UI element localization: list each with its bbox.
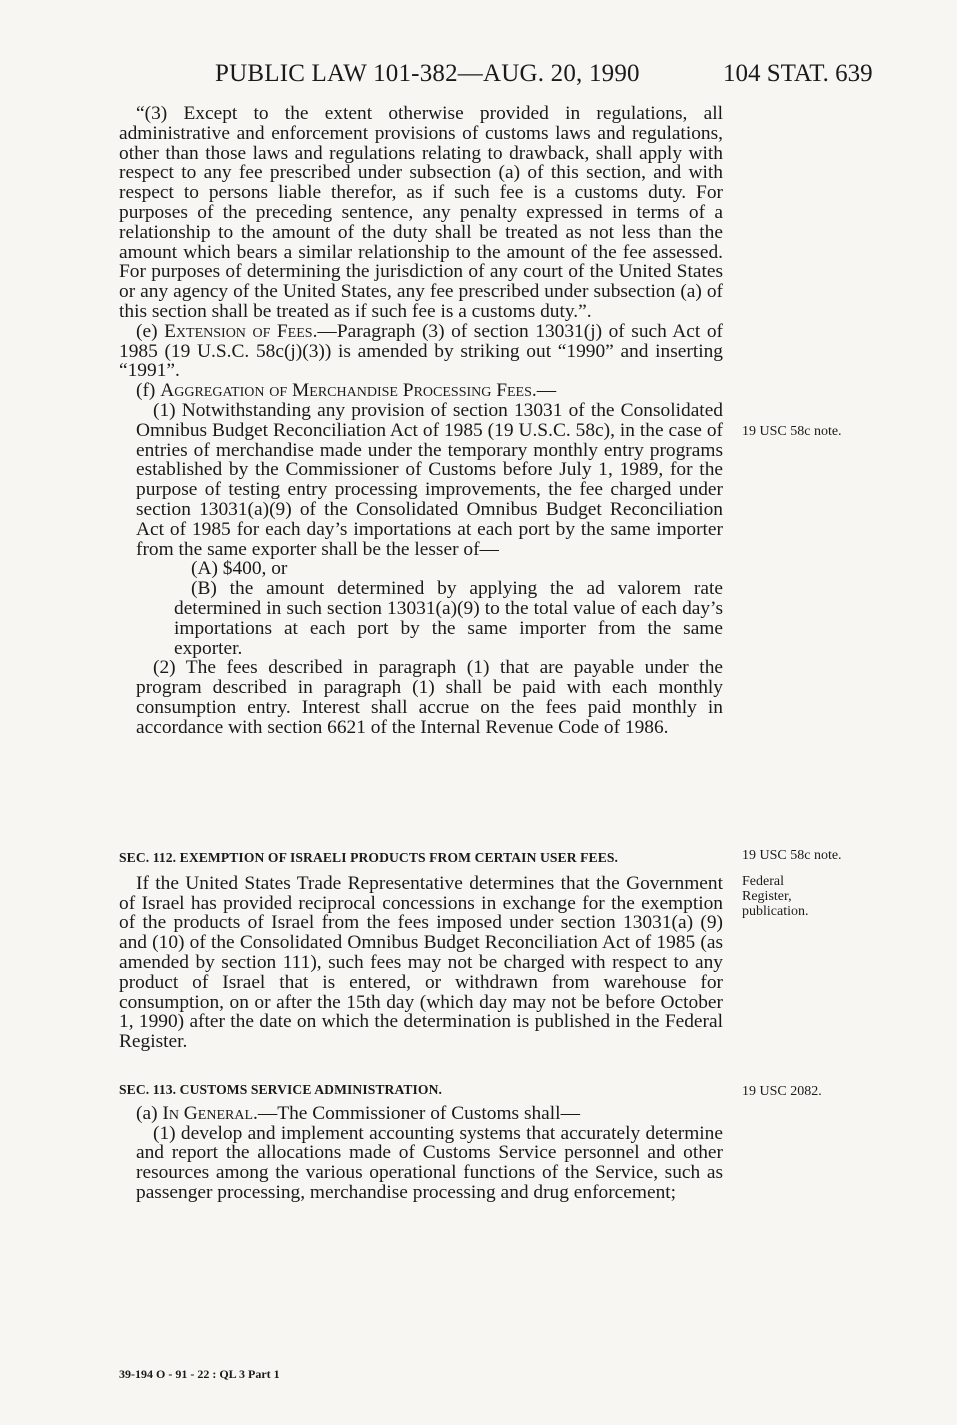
- section-113-a-text: .—The Commissioner of Customs shall—: [253, 1102, 580, 1124]
- section-113-heading: SEC. 113. CUSTOMS SERVICE ADMINISTRATION.: [119, 1082, 443, 1097]
- page-header-stat: 104 STAT. 639: [723, 60, 873, 87]
- section-111-continuation: [119, 104, 723, 738]
- paragraph-f-heading: Aggregation of Merchandise Processing Fees: [160, 380, 532, 402]
- margin-note-usc-58c-2: 19 USC 58c note.: [742, 848, 842, 863]
- section-113-a-1: (1) develop and implement accounting systems that accurately determine and report the allocations made of Customs Service personnel and other resources among the various operational functions of the Service, such as passenger processing, merchandise processing and drug enforcement;: [136, 1122, 723, 1203]
- section-113-a: [119, 1104, 723, 1124]
- page-footer: 39-194 O - 91 - 22 : QL 3 Part 1: [119, 1367, 280, 1381]
- paragraph-f-1-A: (A) $400, or: [191, 558, 288, 580]
- section-113-a-label: (a): [136, 1102, 163, 1124]
- paragraph-f-1: (1) Notwithstanding any provision of section 13031 of the Consolidated Omnibus Budget Reconciliation Act of 1985 (19 U.S.C. 58c), in the case of entries of merchandise made under the temporary monthly entry programs established by the Commissioner of Customs before July 1, 1989, for the purpose of testing entry processing improvements, the fee charged under section 13031(a)(9) of the Consolidated Omnibus Budget Reconciliation Act of 1985 for each day’s importations at each port by the same importer from the same exporter shall be the lesser of—: [136, 399, 723, 560]
- paragraph-f-2: (2) The fees described in paragraph (1) that are payable under the program described in paragraph (1) shall be paid with each monthly consumption entry. Interest shall accrue on the fees paid monthly in accordance with section 6621 of the Internal Revenue Code of 1986.: [136, 657, 723, 738]
- section-112: [119, 848, 723, 1052]
- margin-note-usc-58c-1: 19 USC 58c note.: [742, 424, 842, 439]
- margin-note-usc-2082: 19 USC 2082.: [742, 1084, 822, 1099]
- margin-note-federal-register: Federal Register, publication.: [742, 874, 809, 919]
- paragraph-e-label: (e): [136, 320, 165, 342]
- section-113-a-heading: In General: [162, 1102, 254, 1124]
- paragraph-f-dash: .—: [531, 380, 557, 402]
- section-112-heading: SEC. 112. EXEMPTION OF ISRAELI PRODUCTS FROM CERTAIN USER FEES.: [119, 850, 619, 865]
- section-113: [119, 1080, 723, 1203]
- section-112-text: If the United States Trade Representative determines that the Government of Israel has provided reciprocal concessions in exchange for the exemption of the products of Israel from the fees imposed under section 13031(a) (9) and (10) of the Consolidated Omnibus Budget Reconciliation Act of 1985 (as amended by section 111), such fees may not be charged with respect to any product of Israel that is entered, or withdrawn from warehouse for consumption, on or after the 15th day (which day may not be before October 1, 1990) after the date on which the determination is published in the Federal Register.: [119, 872, 723, 1053]
- paragraph-f-label: (f): [136, 380, 161, 402]
- paragraph-3: “(3) Except to the extent otherwise provided in regulations, all administrative and enforcement provisions of customs laws and regulations, other than those laws and regulations relating to drawback, shall apply with respect to any fee prescribed under subsection (a) of this section, and with respect to persons liable therefor, as if such fee is a customs duty. For purposes of the preceding sentence, any penalty expressed in terms of a relationship to the amount of the duty shall be treated as not less than the amount which bears a similar relationship to the amount of the fee assessed. For purposes of determining the jurisdiction of any court of the United States or any agency of the United States, any fee prescribed under subsection (a) of this section shall be treated as if such fee is a customs duty.”.: [119, 103, 723, 322]
- paragraph-e-text: .—Paragraph (3) of section 13031(j) of such Act of 1985 (19 U.S.C. 58c(j)(3)) is amended by striking out “1990” and inserting “1991”.: [119, 320, 723, 382]
- paragraph-e: [119, 322, 723, 381]
- paragraph-e-heading: Extension of Fees: [164, 320, 313, 342]
- paragraph-f-1-B: (B) the amount determined by applying the ad valorem rate determined in such section 13031(a)(9) to the total value of each day’s importations at each port by the same importer from the same exporter.: [174, 578, 723, 659]
- paragraph-f-heading-line: [119, 381, 723, 401]
- page-header-title: PUBLIC LAW 101-382—AUG. 20, 1990: [215, 60, 640, 87]
